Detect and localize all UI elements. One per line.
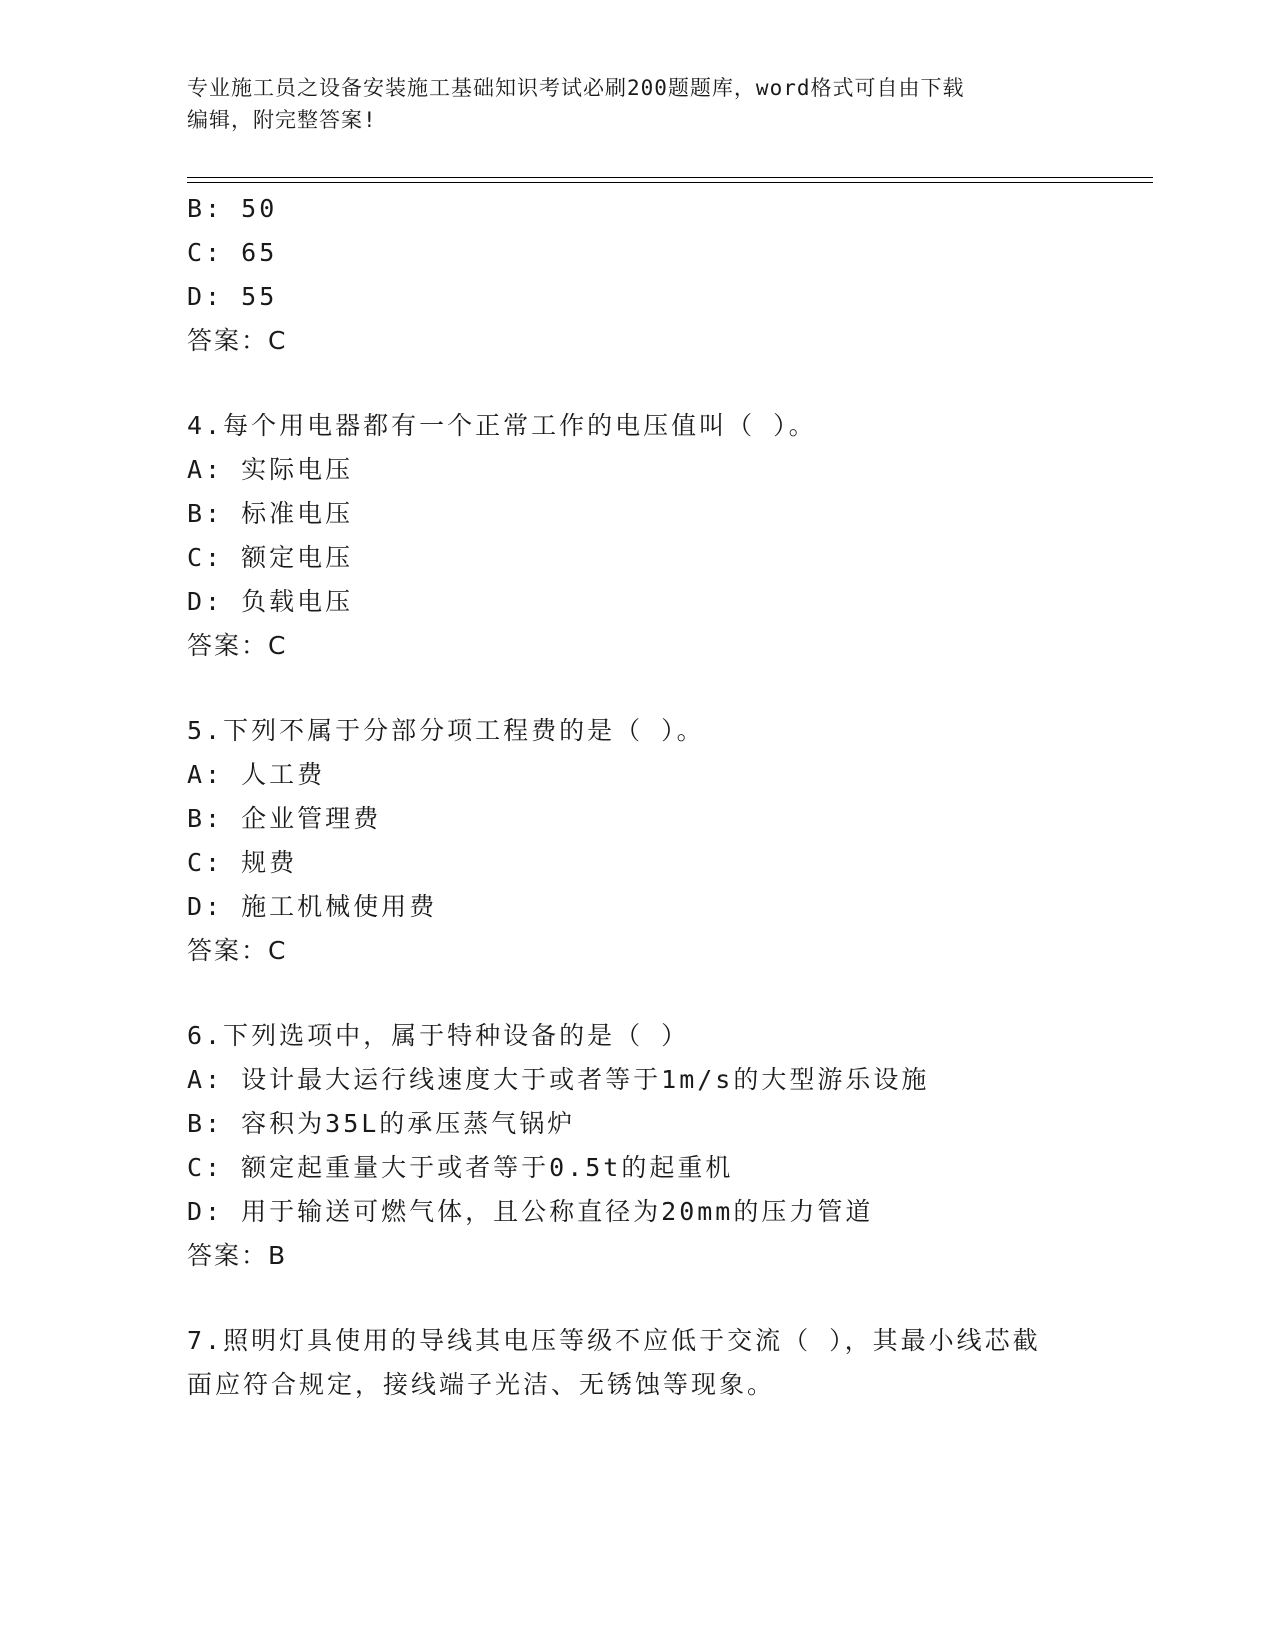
document-header: [187, 72, 1067, 136]
q4-option-d: D: 负载电压: [187, 587, 354, 616]
q4-option-a: A: 实际电压: [187, 455, 354, 484]
q6-question: 6.下列选项中，属于特种设备的是（ ）: [187, 1021, 690, 1050]
q5-option-c: C: 规费: [187, 848, 298, 877]
q6-answer: 答案：B: [187, 1241, 288, 1270]
q5-option-a: A: 人工费: [187, 760, 326, 789]
q4-option-b: B: 标准电压: [187, 499, 354, 528]
q4-option-c: C: 额定电压: [187, 543, 354, 572]
q3-option-d: D: 55: [187, 282, 278, 311]
q4-question: 4.每个用电器都有一个正常工作的电压值叫（ ）。: [187, 411, 817, 440]
q6-option-c: C: 额定起重量大于或者等于0.5t的起重机: [187, 1153, 734, 1182]
q7-question-line-1: 7.照明灯具使用的导线其电压等级不应低于交流（ ），其最小线芯截: [187, 1326, 1041, 1355]
q5-option-d: D: 施工机械使用费: [187, 892, 438, 921]
q5-option-b: B: 企业管理费: [187, 804, 382, 833]
header-divider-top: [187, 177, 1153, 178]
q6-option-d: D: 用于输送可燃气体，且公称直径为20mm的压力管道: [187, 1197, 874, 1226]
header-line-2: 编辑，附完整答案!: [187, 108, 377, 132]
q3-option-c: C: 65: [187, 238, 278, 267]
header-divider-bottom: [187, 182, 1153, 183]
q5-answer: 答案：C: [187, 936, 288, 965]
q7-question-line-2: 面应符合规定，接线端子光洁、无锈蚀等现象。: [187, 1370, 776, 1399]
header-line-1: 专业施工员之设备安装施工基础知识考试必刷200题题库，word格式可自由下载: [187, 76, 965, 100]
q6-option-b: B: 容积为35L的承压蒸气锅炉: [187, 1109, 576, 1138]
q4-answer: 答案：C: [187, 631, 288, 660]
q6-option-a: A: 设计最大运行线速度大于或者等于1m/s的大型游乐设施: [187, 1065, 930, 1094]
q3-answer: 答案：C: [187, 326, 288, 355]
q5-question: 5.下列不属于分部分项工程费的是（ ）。: [187, 716, 705, 745]
q3-option-b: B: 50: [187, 194, 278, 223]
